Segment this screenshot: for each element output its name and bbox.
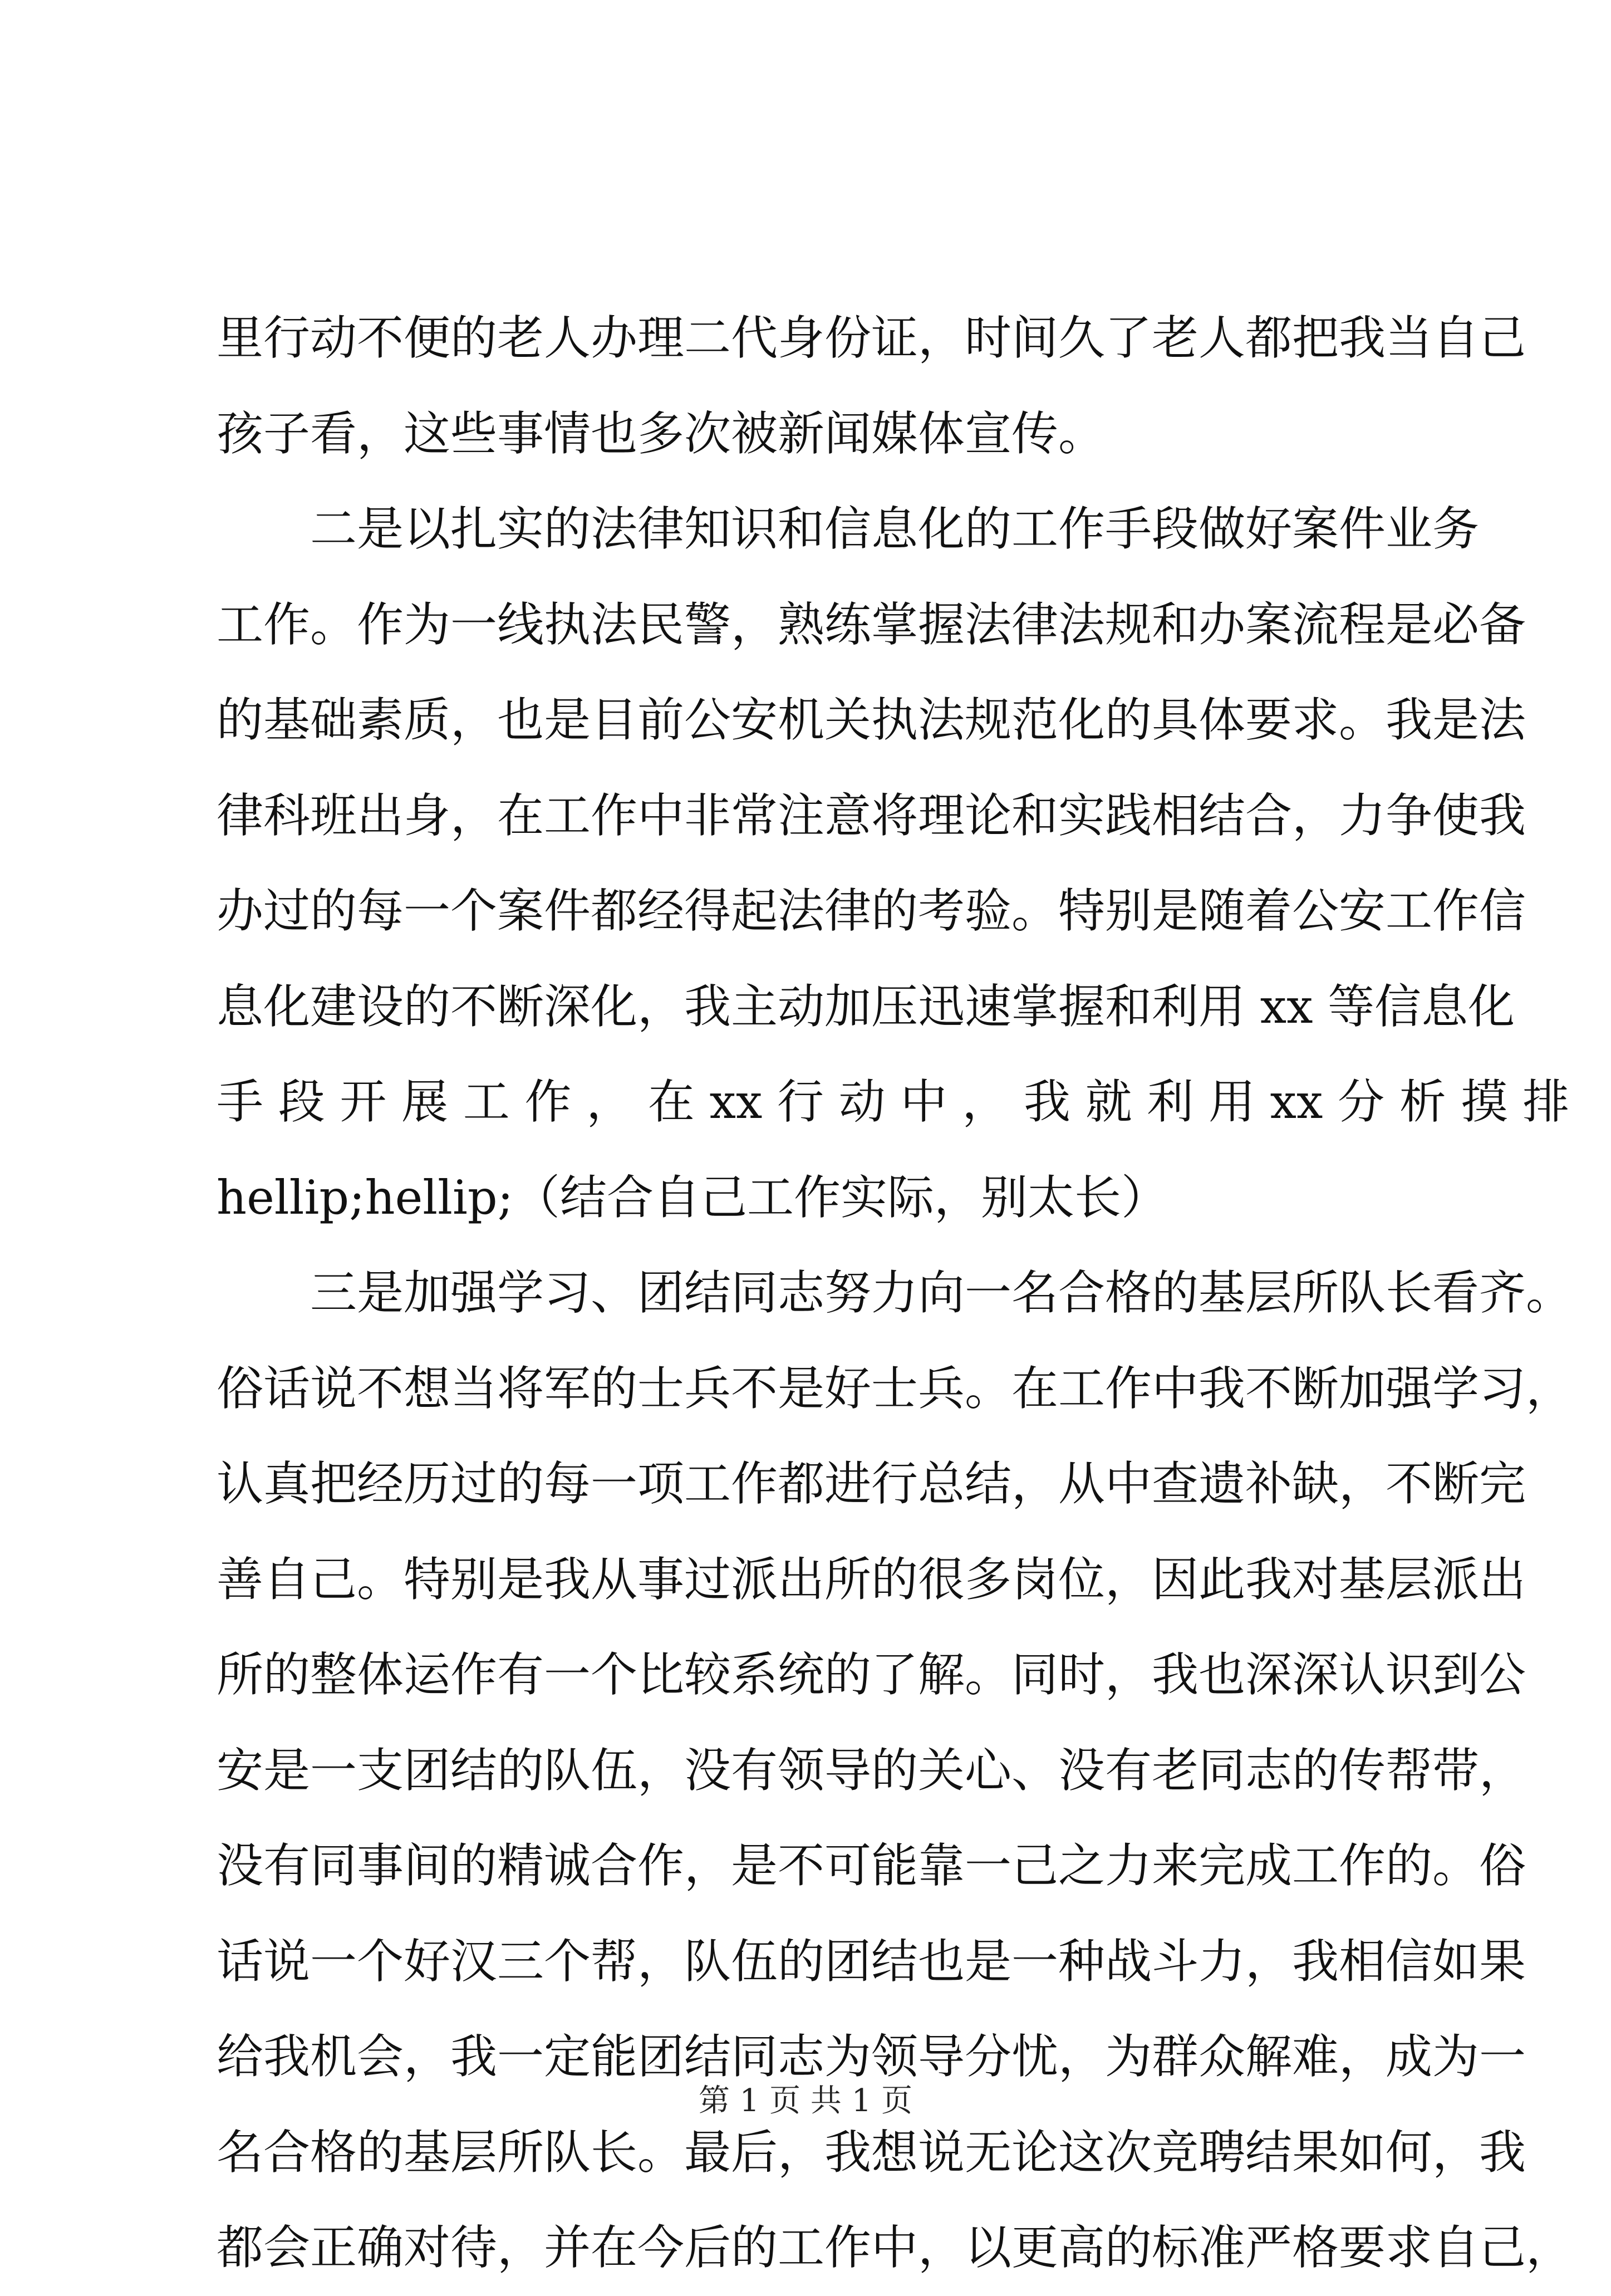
text-line: 手 段 开 展 工 作 ， 在 xx 行 动 中 ， 我 就 利 用 xx 分 析 摸 排 <box>217 1075 1570 1129</box>
paragraph-start-line: 二是以扎实的法律知识和信息化的工作手段做好案件业务 <box>310 502 1480 556</box>
page-footer: 第 1 页 共 1 页 <box>698 2083 913 2119</box>
text-line: 息化建设的不断深化，我主动加压迅速掌握和利用 xx 等信息化 <box>217 979 1515 1034</box>
text-line: 善自己。特别是我从事过派出所的很多岗位，因此我对基层派出 <box>217 1552 1526 1607</box>
text-line: 俗话说不想当将军的士兵不是好士兵。在工作中我不断加强学习， <box>217 1361 1573 1416</box>
text-line: 话说一个好汉三个帮，队伍的团结也是一种战斗力，我相信如果 <box>217 1934 1526 1989</box>
text-line: 名合格的基层所队长。最后，我想说无论这次竞聘结果如何，我 <box>217 2125 1526 2180</box>
body-text <box>217 291 1573 2296</box>
text-line: 办过的每一个案件都经得起法律的考验。特别是随着公安工作信 <box>217 884 1526 938</box>
paragraph-start-line: 三是加强学习、团结同志努力向一名合格的基层所队长看齐。 <box>310 1265 1573 1320</box>
text-line: 孩子看，这些事情也多次被新闻媒体宣传。 <box>217 406 1106 461</box>
text-line: 的基础素质，也是目前公安机关执法规范化的具体要求。我是法 <box>217 693 1526 747</box>
text-line: 律科班出身，在工作中非常注意将理论和实践相结合，力争使我 <box>217 788 1526 843</box>
text-line: 安是一支团结的队伍，没有领导的关心、没有老同志的传帮带， <box>217 1743 1526 1798</box>
text-line: 里行动不便的老人办理二代身份证，时间久了老人都把我当自己 <box>217 311 1526 365</box>
text-line: 工作。作为一线执法民警，熟练掌握法律法规和办案流程是必备 <box>217 597 1526 652</box>
text-line: 给我机会，我一定能团结同志为领导分忧，为群众解难，成为一 <box>217 2029 1526 2084</box>
text-line: hellip;hellip;（结合自己工作实际，别太长） <box>217 1170 1168 1225</box>
text-line: 没有同事间的精诚合作，是不可能靠一己之力来完成工作的。俗 <box>217 1838 1526 1893</box>
text-line: 都会正确对待，并在今后的工作中，以更高的标准严格要求自己， <box>217 2220 1573 2275</box>
text-line: 所的整体运作有一个比较系统的了解。同时，我也深深认识到公 <box>217 1647 1526 1702</box>
text-line: 认真把经历过的每一项工作都进行总结，从中查遗补缺，不断完 <box>217 1456 1526 1511</box>
